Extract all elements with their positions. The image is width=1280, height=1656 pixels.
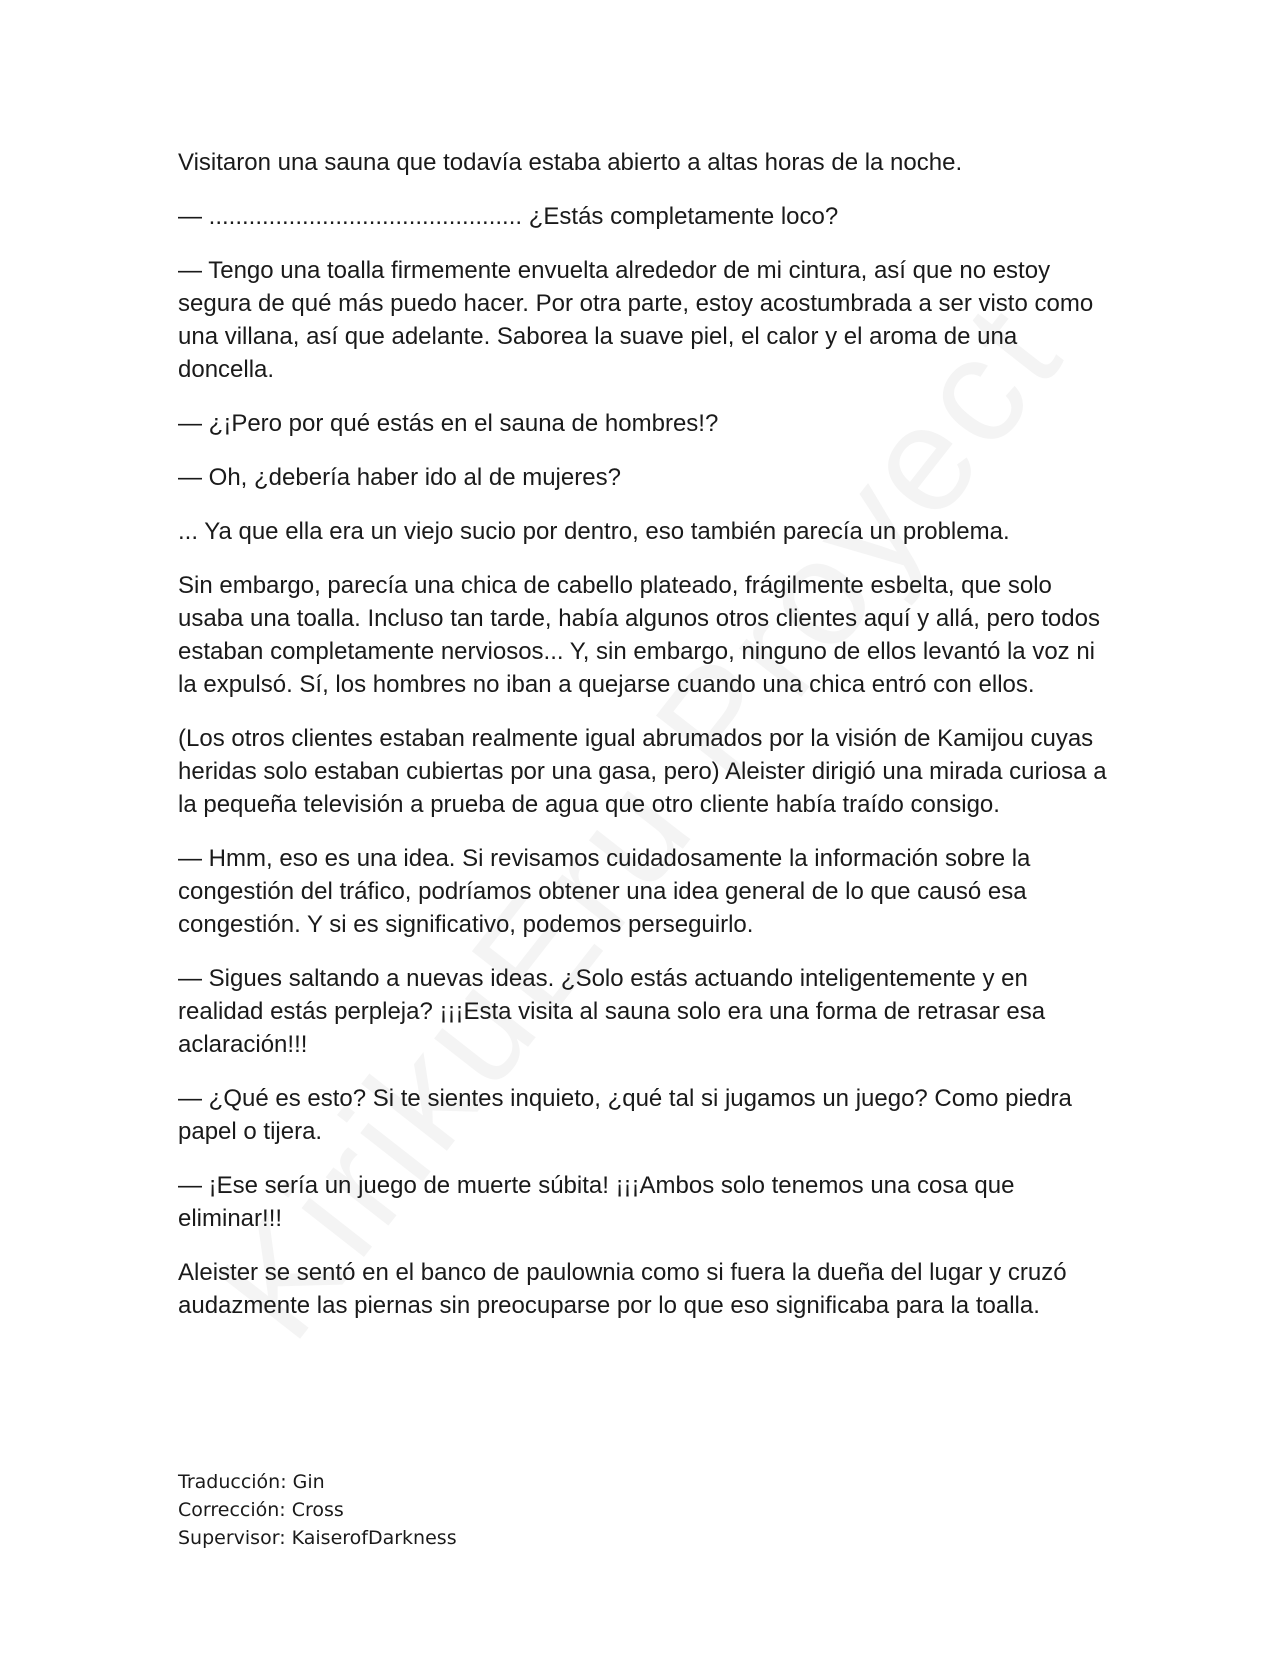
paragraph-3: — Tengo una toalla firmemente envuelta alrededor de mi cintura, así que no estoy segura de qué más puedo hacer. Por otra parte, estoy acostumbrada a ser visto como una villana, así que adelante. Saborea la suave piel, el calor y el aroma de una doncella.	[178, 257, 1094, 383]
paragraph-6: ... Ya que ella era un viejo sucio por dentro, eso también parecía un problema.	[178, 518, 1010, 545]
credit-translation: Traducción: Gin	[178, 1471, 325, 1493]
paragraph-12: — ¡Ese sería un juego de muerte súbita! ¡¡¡Ambos solo tenemos una cosa que eliminar!!!	[178, 1172, 1015, 1232]
credit-supervisor: Supervisor: KaiserofDarkness	[178, 1527, 457, 1549]
paragraph-7: Sin embargo, parecía una chica de cabello plateado, frágilmente esbelta, que solo usaba una toalla. Incluso tan tarde, había algunos otros clientes aquí y allá, pero todos estaban completamente nerviosos... Y, sin embargo, ninguno de ellos levantó la voz ni la expulsó. Sí, los hombres no iban a quejarse cuando una chica entró con ellos.	[178, 572, 1100, 698]
paragraph-5: — Oh, ¿debería haber ido al de mujeres?	[178, 464, 621, 491]
paragraph-2: — ............................................... ¿Estás completamente loco?	[178, 203, 839, 230]
document-body	[178, 146, 1108, 1343]
paragraph-9: — Hmm, eso es una idea. Si revisamos cuidadosamente la información sobre la congestión del tráfico, podríamos obtener una idea general de lo que causó esa congestión. Y si es significativo, podemos perseguirlo.	[178, 845, 1031, 938]
paragraph-8: (Los otros clientes estaban realmente igual abrumados por la visión de Kamijou cuyas heridas solo estaban cubiertas por una gasa, pero) Aleister dirigió una mirada curiosa a la pequeña televisión a prueba de agua que otro cliente había traído consigo.	[178, 725, 1107, 818]
paragraph-10: — Sigues saltando a nuevas ideas. ¿Solo estás actuando inteligentemente y en realidad estás perpleja? ¡¡¡Esta visita al sauna solo era una forma de retrasar esa aclaración!!!	[178, 965, 1046, 1058]
paragraph-11: — ¿Qué es esto? Si te sientes inquieto, ¿qué tal si jugamos un juego? Como piedra papel o tijera.	[178, 1085, 1072, 1145]
credit-correction: Corrección: Cross	[178, 1499, 344, 1521]
paragraph-1: Visitaron una sauna que todavía estaba abierto a altas horas de la noche.	[178, 149, 963, 176]
paragraph-4: — ¿¡Pero por qué estás en el sauna de hombres!?	[178, 410, 719, 437]
credits-block	[178, 1468, 457, 1552]
paragraph-13: Aleister se sentó en el banco de paulownia como si fuera la dueña del lugar y cruzó audazmente las piernas sin preocuparse por lo que eso significaba para la toalla.	[178, 1259, 1067, 1319]
